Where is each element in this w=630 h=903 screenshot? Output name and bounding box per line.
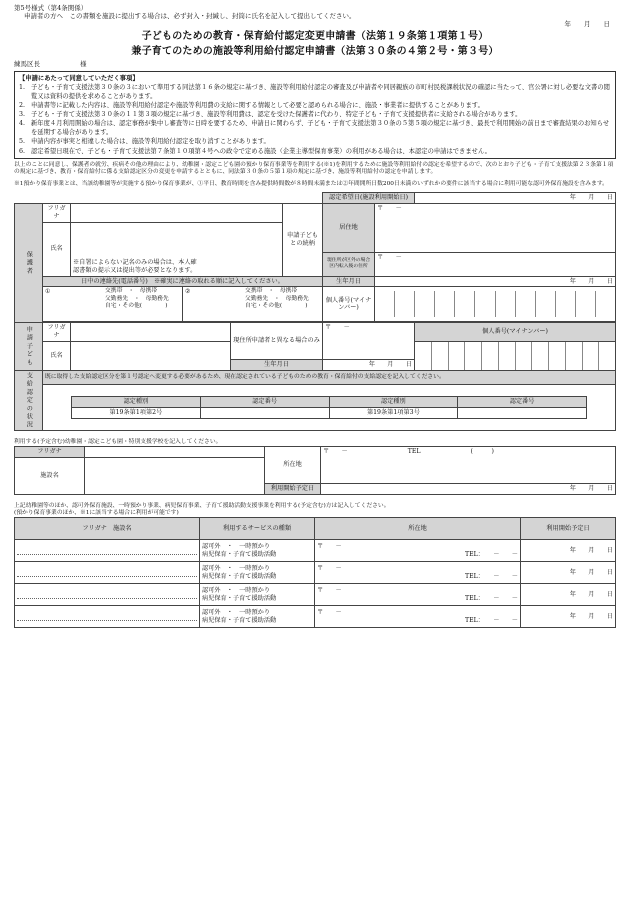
facility-furigana-field[interactable]	[85, 447, 265, 458]
intro-text: 以上のことに同意し、保護者の就労、疾病その他の理由により、幼稚園・認定こども園の預かり保育事業等を利用する(※1)を利用するために施設等利用給付の認定を希望するので、次のとおり子ども・子育て支援法第２３条第１項の規定に基づき、教育・保育給付に係る支給認定区分の変更を申請するとともに、同法第３０条の５第１項の規定に基づき、施設等利用給付の認定を申請します。	[14, 161, 614, 176]
residence-field[interactable]: 〒 －	[375, 204, 616, 253]
child-address-label: 現住所申請者と異なる場合のみ	[231, 323, 323, 360]
guardian-furigana-label: フリガナ	[43, 204, 71, 223]
child-mynumber-field[interactable]	[415, 341, 616, 370]
facility-name-label: 施設名	[15, 458, 85, 495]
other-heading-1: 上記幼稚園等のほか、認可外保育施設、一時預かり事業、病児保育事業、子育て援助活動支援事業を利用する(予定含む)方は記入してください。	[14, 502, 390, 509]
facility-address-field[interactable]: 〒 － TEL ( )	[321, 447, 616, 484]
addressee: 練馬区長	[14, 60, 40, 69]
col-start: 利用開始予定日	[521, 518, 616, 540]
form-number: 第5号様式（第4条関係）	[14, 4, 88, 12]
residence-label: 居住地	[323, 204, 375, 253]
notice-item: 1. 子ども・子育て支援法第３０条の３において準用する同法第１６条の規定に基づき、施設等利用給付認定の審査及び申請者や同居親族の市町村民税課税状況の確認に当たって、官公署に対し必要な文書の閲覧又は資料の提供を求めることがあります。	[19, 83, 610, 100]
guardian-mynumber-label: 個人番号(マイナンバー)	[323, 287, 375, 322]
outside-address-label: 現住所が区外の場合 区内転入後の住所	[323, 252, 375, 276]
col-facility: フリガナ 施設名	[15, 518, 200, 540]
title-line1: 子どものための教育・保育給付認定変更申請書（法第１９条第１項第１号）	[141, 31, 489, 43]
notice-item: 6. 認定希望日現在で、子ども・子育て支援法第７条第１０項第４号への政令で定める施設（企業主導型保育事業）の利用がある場合は、本認定の申請はできません。	[19, 147, 491, 155]
cert-num-b[interactable]	[458, 408, 587, 419]
cert-num-label-b: 認定番号	[458, 397, 587, 408]
notice-item: 4. 新年度４月利用開始の場合は、認定事務が集中し審査等に日時を要するため、申請日に関わらず、子ども・子育て支援法第３０条の５第５項の規定に基づき、最長で利用開始の前日まで審査結果のお知らせを延期する場合があります。	[19, 120, 610, 137]
guardian-name-label: 氏名	[43, 222, 71, 276]
contact-header: 日中の連絡先(電話番号) ※確実に連絡の取れる順に記入してください。	[43, 276, 323, 287]
facility-start-field[interactable]: 年 月 日	[321, 484, 616, 495]
col-service: 利用するサービスの種類	[200, 518, 315, 540]
child-section: 申請子ども	[15, 323, 43, 371]
addressee-sama: 様	[80, 60, 87, 69]
notice-item: 3. 子ども・子育て支援法第３０条の１１第３項の規定に基づき、施設等利用費は、認定を受けた保護者に代わり、特定子ども・子育て支援提供者に支給される場合があります。	[19, 111, 522, 118]
status-text: 既に取得した支給認定区分を第１号認定へ変更する必要があるため、現在認定されている子どものための教育・保育給付の支給認定を記入してください。	[43, 370, 616, 384]
other-row[interactable]: 認可外 ・ 一時預かり 病児保育・子育て援助活動 〒 － TEL： － － 年 月 日	[15, 606, 616, 628]
child-birth-field[interactable]: 年 月 日	[323, 359, 415, 370]
cert-num-a[interactable]	[200, 408, 329, 419]
guardian-furigana-field[interactable]	[71, 204, 283, 223]
facility-table	[14, 446, 616, 495]
child-name-label: 氏名	[43, 341, 71, 370]
facility-name-field[interactable]	[85, 458, 265, 495]
guardian-mynumber-field[interactable]	[375, 287, 616, 322]
consent-notice	[14, 71, 616, 159]
other-row[interactable]: 認可外 ・ 一時預かり 病児保育・子育て援助活動 〒 － TEL： － － 年 月 日	[15, 540, 616, 562]
seal-note: ※自署によらない記名のみの場合は、本人確	[73, 259, 197, 267]
status-section: 支給認定の状況	[15, 370, 43, 430]
other-services-table	[14, 517, 616, 628]
other-heading-2: (預かり保育事業のほか、※1に該当する場合に利用が可能です)	[14, 510, 179, 517]
relation-label: 申請子どもとの続柄	[283, 204, 323, 277]
status-fields	[43, 385, 616, 431]
submission-note: 申請者の方へ この書類を施設に提出する場合は、必ず封入・封緘し、封筒に氏名を記入して提出してください。	[24, 12, 356, 21]
cert-type-label-a: 認定種別	[72, 397, 201, 408]
notice-item: 5. 申請内容が事実と相違した場合は、施設等利用給付認定を取り消すことがあります。	[19, 138, 270, 146]
title-line2: 兼子育てのための施設等利用給付認定申請書（法第３０条の４第２号・第３号）	[131, 45, 499, 57]
cert-type-label-b: 認定種別	[329, 397, 458, 408]
guardian-section: 保護者	[15, 204, 43, 323]
header-date[interactable]: 年 月 日	[564, 20, 610, 29]
desired-date-field[interactable]: 年 月 日	[415, 193, 616, 204]
guardian-name-field[interactable]: ※自署によらない記名のみの場合は、本人確 認書類の提示又は提出等が必要となります。	[71, 222, 283, 276]
child-birth-label: 生年月日	[231, 359, 323, 370]
facility-furigana-label: フリガナ	[15, 447, 85, 458]
other-row[interactable]: 認可外 ・ 一時預かり 病児保育・子育て援助活動 〒 － TEL： － － 年 月 日	[15, 584, 616, 606]
contact-fields[interactable]: ① 交携帯 ・ 母携帯 父勤務先 ・ 母勤務先 自宅・その他( ) ② 交携帯 ・ 母携帯 父勤務先 ・ 母勤務先 自宅・その他( )	[43, 287, 323, 322]
desired-date-label: 認定希望日(施設利用開始日)	[323, 193, 415, 204]
guardian-table	[14, 192, 616, 431]
facility-start-label: 利用開始予定日	[265, 484, 321, 495]
footnote: ※1預かり保育事業とは、当該幼稚園等が実施する預かり保育事業が、①平日、教育時間を含み提供時間数が８時間未満または②年間開所日数200日未満のいずれかの要件に該当する場合に利用可能な認可外保育施設を含みます。	[14, 181, 608, 188]
certification-table	[71, 396, 587, 419]
notice-heading: 【申請にあたって同意していただく事項】	[19, 74, 139, 82]
cert-num-label-a: 認定番号	[200, 397, 329, 408]
cert-type-b: 第19条第1項第3号	[329, 408, 458, 419]
guardian-birth-field[interactable]: 年 月 日	[375, 276, 616, 287]
cert-type-a: 第19条第1項第2号	[72, 408, 201, 419]
outside-address-field[interactable]: 〒 －	[375, 252, 616, 276]
child-furigana-field[interactable]	[71, 323, 231, 342]
guardian-birth-label: 生年月日	[323, 276, 375, 287]
facility-address-label: 所在地	[265, 447, 321, 484]
facility-heading: 利用する(予定含む)幼稚園・認定こども園・特別支援学校を記入してください。	[14, 439, 222, 446]
child-address-field[interactable]: 〒 －	[323, 323, 415, 360]
other-row[interactable]: 認可外 ・ 一時預かり 病児保育・子育て援助活動 〒 － TEL： － － 年 月 日	[15, 562, 616, 584]
child-mynumber-label: 個人番号(マイナンバー)	[415, 323, 616, 342]
col-address: 所在地	[315, 518, 521, 540]
notice-item: 2. 申請書等に記載した内容は、施設等利用給付認定や施設等利用費の支給に関する情報として必要と認められる場合に、施設・事業者に提供することがあります。	[19, 101, 484, 109]
child-furigana-label: フリガナ	[43, 323, 71, 342]
child-name-field[interactable]	[71, 341, 231, 370]
